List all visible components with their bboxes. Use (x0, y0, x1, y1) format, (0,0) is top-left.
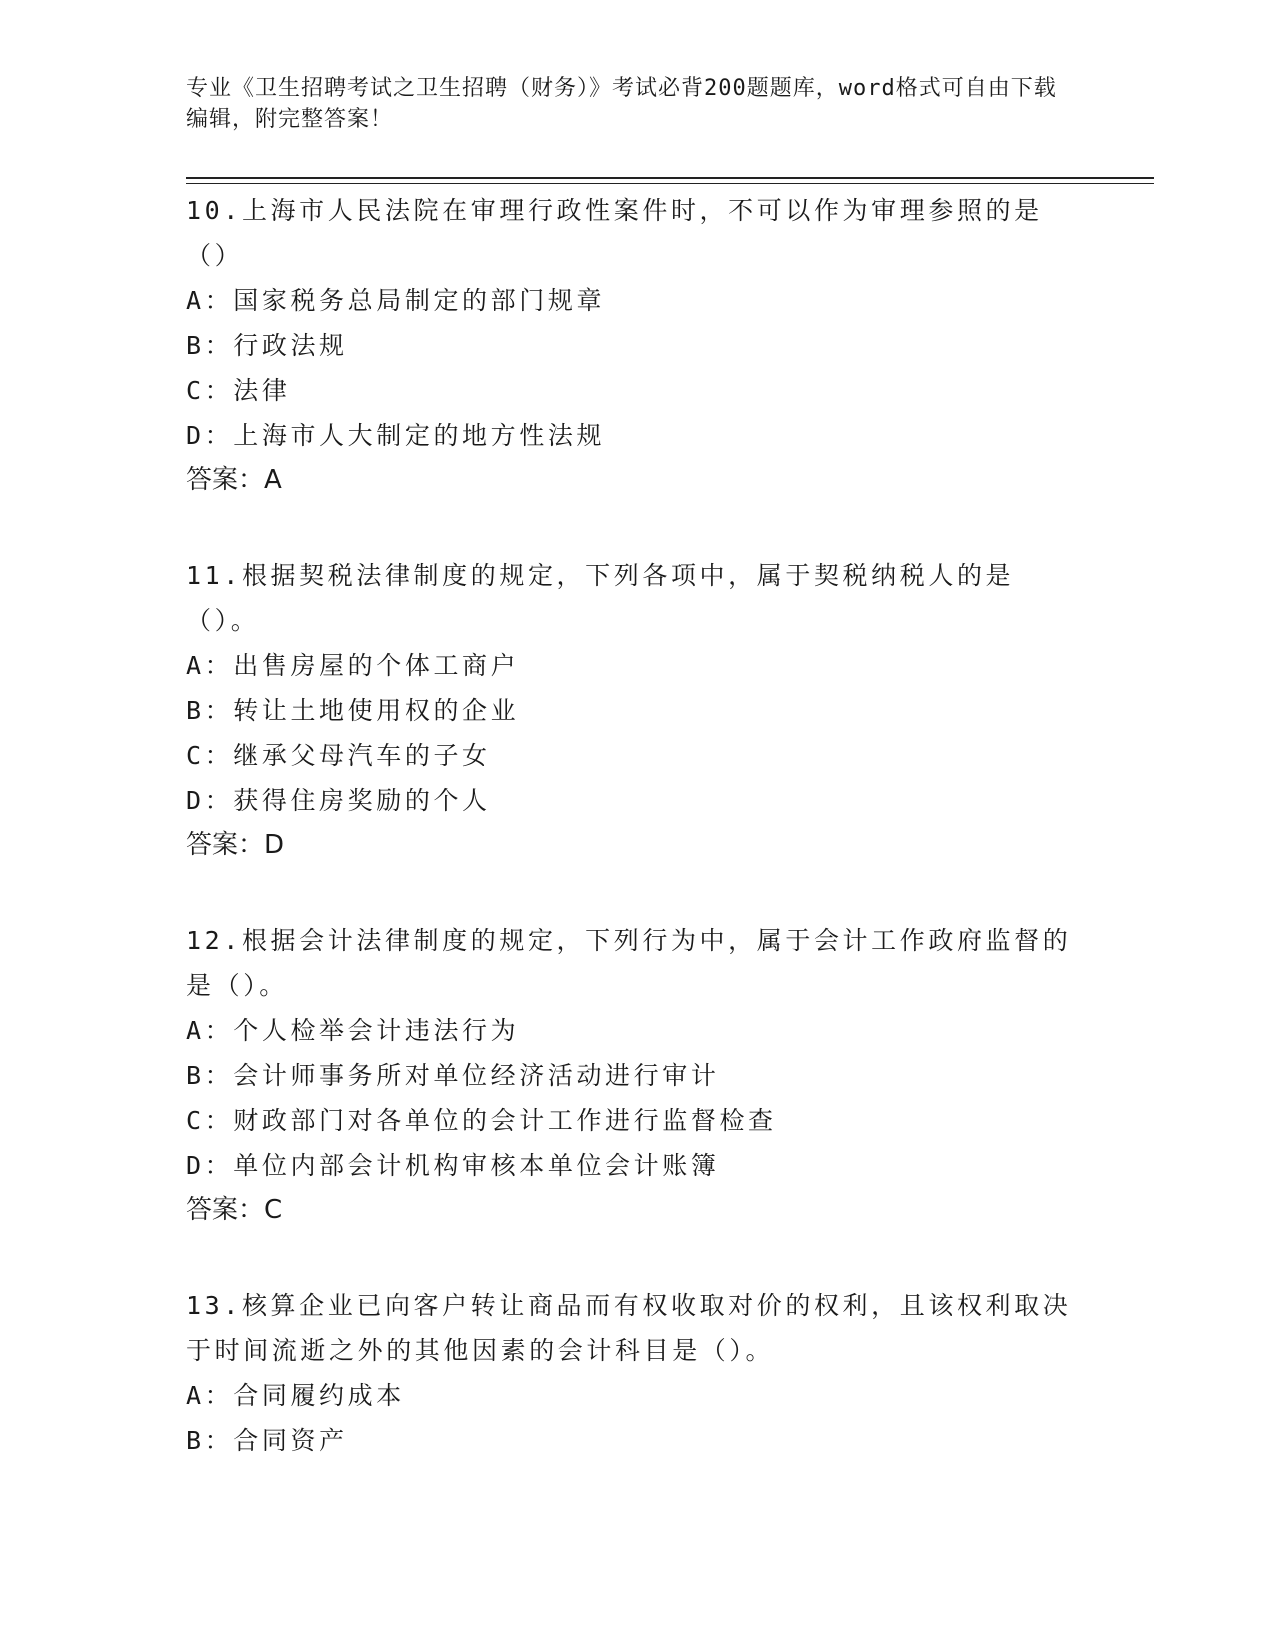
option-b: B：会计师事务所对单位经济活动进行审计 (186, 1061, 720, 1090)
question-10 (186, 188, 1076, 503)
question-stem: 11.根据契税法律制度的规定，下列各项中，属于契税纳税人的是（）。 (186, 561, 1015, 635)
option-c: C：继承父母汽车的子女 (186, 741, 491, 770)
option-b: B：行政法规 (186, 331, 348, 360)
header-divider-thick (186, 177, 1154, 179)
question-stem: 12.根据会计法律制度的规定，下列行为中，属于会计工作政府监督的是（）。 (186, 926, 1072, 1000)
question-stem: 10.上海市人民法院在审理行政性案件时，不可以作为审理参照的是（） (186, 196, 1043, 270)
question-12 (186, 918, 1076, 1233)
question-11 (186, 553, 1076, 868)
option-d: D：单位内部会计机构审核本单位会计账簿 (186, 1151, 720, 1180)
option-c: C：财政部门对各单位的会计工作进行监督检查 (186, 1106, 777, 1135)
option-a: A：出售房屋的个体工商户 (186, 651, 520, 680)
document-header (186, 73, 1076, 135)
question-stem: 13.核算企业已向客户转让商品而有权收取对价的权利，且该权利取决于时间流逝之外的其他因素的会计科目是（）。 (186, 1291, 1072, 1365)
header-text: 专业《卫生招聘考试之卫生招聘（财务）》考试必背200题题库，word格式可自由下载编辑，附完整答案！ (186, 76, 1057, 132)
answer: 答案：D (186, 830, 285, 860)
option-a: A：合同履约成本 (186, 1381, 405, 1410)
header-divider-thin (186, 183, 1154, 184)
option-c: C：法律 (186, 376, 291, 405)
option-d: D：获得住房奖励的个人 (186, 786, 491, 815)
answer: 答案：C (186, 1195, 283, 1225)
question-13 (186, 1283, 1076, 1463)
answer: 答案：A (186, 465, 282, 495)
option-b: B：转让土地使用权的企业 (186, 696, 520, 725)
option-b: B：合同资产 (186, 1426, 348, 1455)
option-a: A：国家税务总局制定的部门规章 (186, 286, 606, 315)
option-d: D：上海市人大制定的地方性法规 (186, 421, 606, 450)
option-a: A：个人检举会计违法行为 (186, 1016, 520, 1045)
